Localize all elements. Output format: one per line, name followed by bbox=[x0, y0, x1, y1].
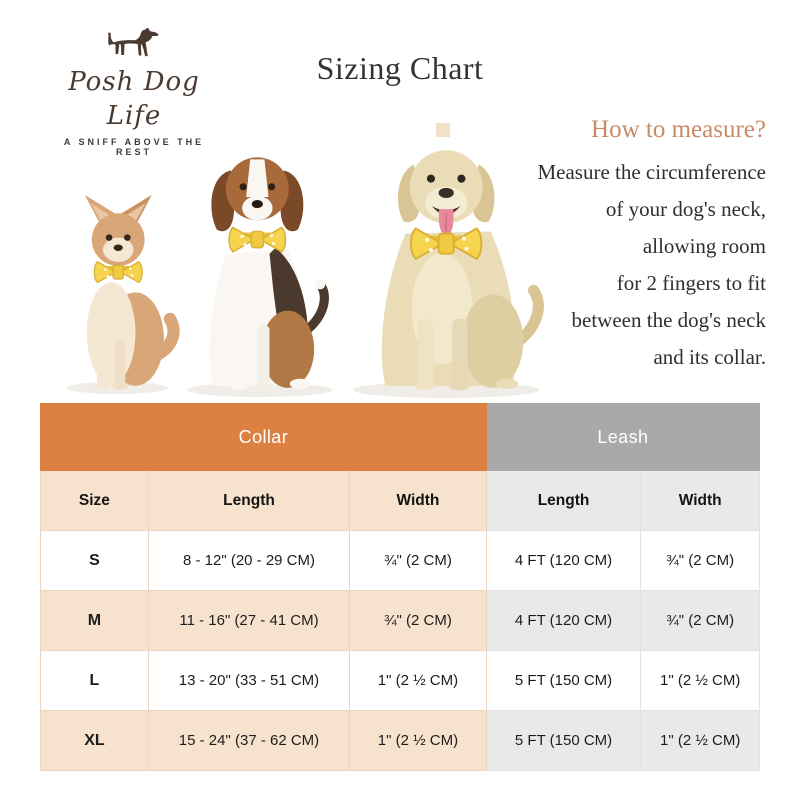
table-cell: 4 FT (120 CM) bbox=[486, 531, 641, 591]
sizing-table bbox=[40, 403, 760, 771]
column-header-collar-length: Length bbox=[148, 471, 349, 531]
table-cell: ¾" (2 CM) bbox=[350, 591, 487, 651]
column-header-size: Size bbox=[41, 471, 149, 531]
measure-line: allowing room bbox=[642, 234, 766, 258]
collar-group-header: Collar bbox=[41, 404, 487, 471]
dog-silhouette-icon bbox=[105, 24, 163, 66]
how-to-measure-heading: How to measure? bbox=[591, 116, 766, 143]
table-cell: S bbox=[41, 531, 149, 591]
table-cell: L bbox=[41, 651, 149, 711]
table-cell: ¾" (2 CM) bbox=[641, 591, 760, 651]
bow-tie-icon bbox=[229, 227, 285, 251]
table-row-l bbox=[41, 651, 760, 711]
table-cell: XL bbox=[41, 711, 149, 771]
measure-line: between the dog's neck bbox=[571, 308, 766, 332]
table-cell: 1" (2 ½ CM) bbox=[641, 711, 760, 771]
table-cell: 4 FT (120 CM) bbox=[486, 591, 641, 651]
brand-tagline: A SNIFF ABOVE THE REST bbox=[63, 136, 205, 157]
table-cell: 1" (2 ½ CM) bbox=[641, 651, 760, 711]
table-cell: 1" (2 ½ CM) bbox=[350, 651, 487, 711]
column-header-leash-length: Length bbox=[486, 471, 641, 531]
table-cell: 1" (2 ½ CM) bbox=[350, 711, 487, 771]
chihuahua-illustration bbox=[66, 195, 173, 394]
table-cell: 11 - 16" (27 - 41 CM) bbox=[148, 591, 349, 651]
table-cell: 15 - 24" (37 - 62 CM) bbox=[148, 711, 349, 771]
page-title: Sizing Chart bbox=[316, 50, 484, 86]
how-to-measure-section bbox=[436, 116, 766, 376]
table-cell: 5 FT (150 CM) bbox=[486, 711, 641, 771]
table-cell: M bbox=[41, 591, 149, 651]
measure-instructions bbox=[436, 154, 766, 376]
beagle-illustration bbox=[186, 157, 332, 397]
measure-line: of your dog's neck, bbox=[605, 197, 766, 221]
bow-tie-icon bbox=[94, 262, 142, 283]
table-cell: 13 - 20" (33 - 51 CM) bbox=[148, 651, 349, 711]
table-cell: 5 FT (150 CM) bbox=[486, 651, 641, 711]
table-row-m bbox=[41, 591, 760, 651]
measure-line: and its collar. bbox=[653, 345, 766, 369]
column-header-collar-width: Width bbox=[350, 471, 487, 531]
table-cell: ¾" (2 CM) bbox=[641, 531, 760, 591]
leash-group-header: Leash bbox=[486, 404, 759, 471]
brand-name: Posh Dog Life bbox=[68, 67, 200, 131]
table-cell: ¾" (2 CM) bbox=[350, 531, 487, 591]
column-header-leash-width: Width bbox=[641, 471, 760, 531]
table-row-s bbox=[41, 531, 760, 591]
measure-line: for 2 fingers to fit bbox=[616, 271, 766, 295]
table-cell: 8 - 12" (20 - 29 CM) bbox=[148, 531, 349, 591]
measure-line: Measure the circumference bbox=[537, 160, 766, 184]
bullet-decoration bbox=[436, 123, 450, 137]
table-row-xl bbox=[41, 711, 760, 771]
